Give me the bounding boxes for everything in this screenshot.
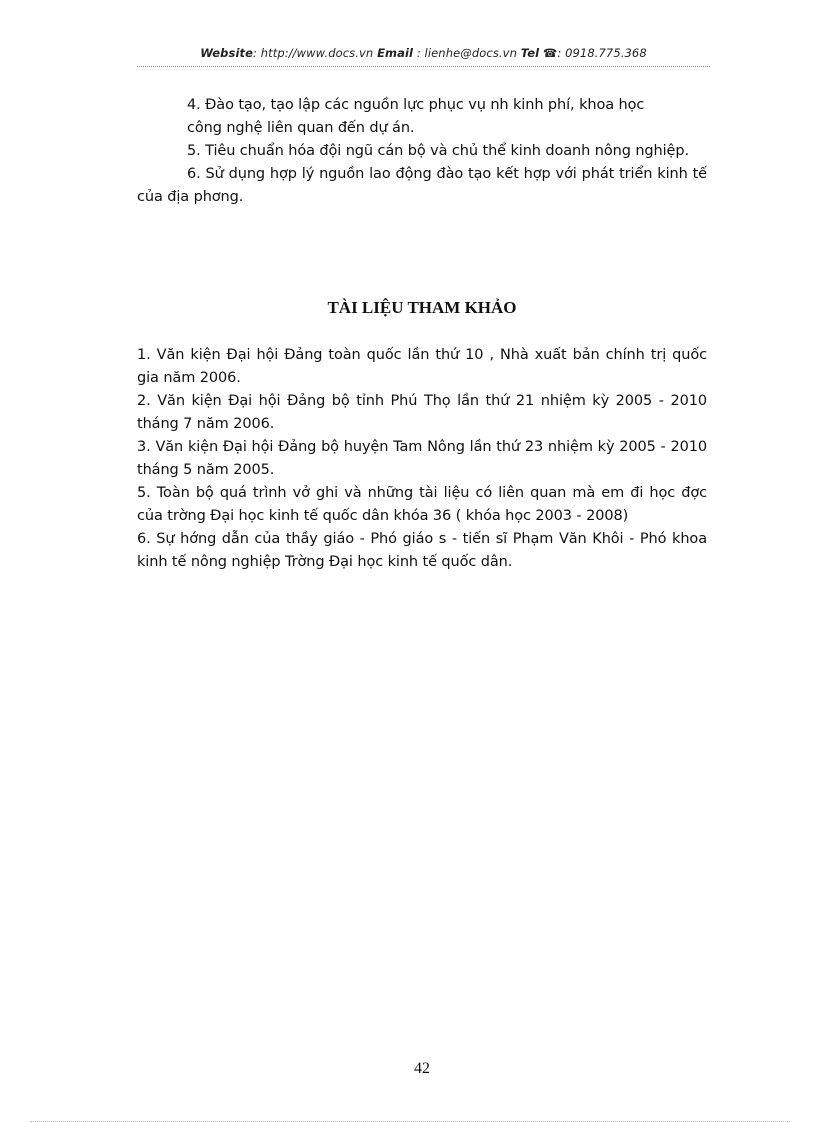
reference-item: 5. Toàn bộ quá trình vở ghi và những tài liệu có liên quan mà em đi học đợc của trờng Đại học kinh tế quốc dân khóa 36 ( khóa học 2003 - 2008): [137, 485, 707, 524]
email-label: Email: [377, 46, 414, 60]
tel-value: : 0918.775.368: [557, 46, 647, 60]
solution-item-5: 5. Tiêu chuẩn hóa đội ngũ cán bộ và chủ thể kinh doanh nông nghiệp.: [187, 143, 689, 159]
page-header: [137, 46, 710, 66]
phone-icon: ☎: [542, 46, 558, 60]
website-value: : http://www.docs.vn: [253, 46, 374, 60]
website-label: Website: [200, 46, 253, 60]
footer-divider: [30, 1121, 790, 1122]
solution-item-4-line-2: công nghệ liên quan đến dự án.: [187, 120, 415, 136]
reference-item: 6. Sự hớng dẫn của thầy giáo - Phó giáo s - tiến sĩ Phạm Văn Khôi - Phó khoa kinh tế nông nghiệp Trờng Đại học kinh tế quốc dân.: [137, 531, 707, 570]
reference-item: 3. Văn kiện Đại hội Đảng bộ huyện Tam Nông lần thứ 23 nhiệm kỳ 2005 - 2010 tháng 5 năm 2005.: [137, 439, 707, 478]
references-title: TÀI LIỆU THAM KHẢO: [327, 298, 517, 317]
references-list: [137, 344, 707, 574]
header-divider: [137, 66, 710, 67]
email-value: : lienhe@docs.vn: [416, 46, 517, 60]
reference-item: 1. Văn kiện Đại hội Đảng toàn quốc lần thứ 10 , Nhà xuất bản chính trị quốc gia năm 2006.: [137, 347, 707, 386]
solution-item-4-line-1: 4. Đào tạo, tạo lập các nguồn lực phục vụ nh kinh phí, khoa học: [187, 97, 645, 113]
tel-label: Tel: [520, 46, 540, 60]
solutions-section: [137, 94, 707, 209]
page-number: 42: [414, 1060, 430, 1077]
reference-item: 2. Văn kiện Đại hội Đảng bộ tỉnh Phú Thọ lần thứ 21 nhiệm kỳ 2005 - 2010 tháng 7 năm 2006.: [137, 393, 707, 432]
solution-item-6: 6. Sử dụng hợp lý nguồn lao động đào tạo kết hợp với phát triển kinh tế của địa phơng.: [137, 166, 707, 205]
